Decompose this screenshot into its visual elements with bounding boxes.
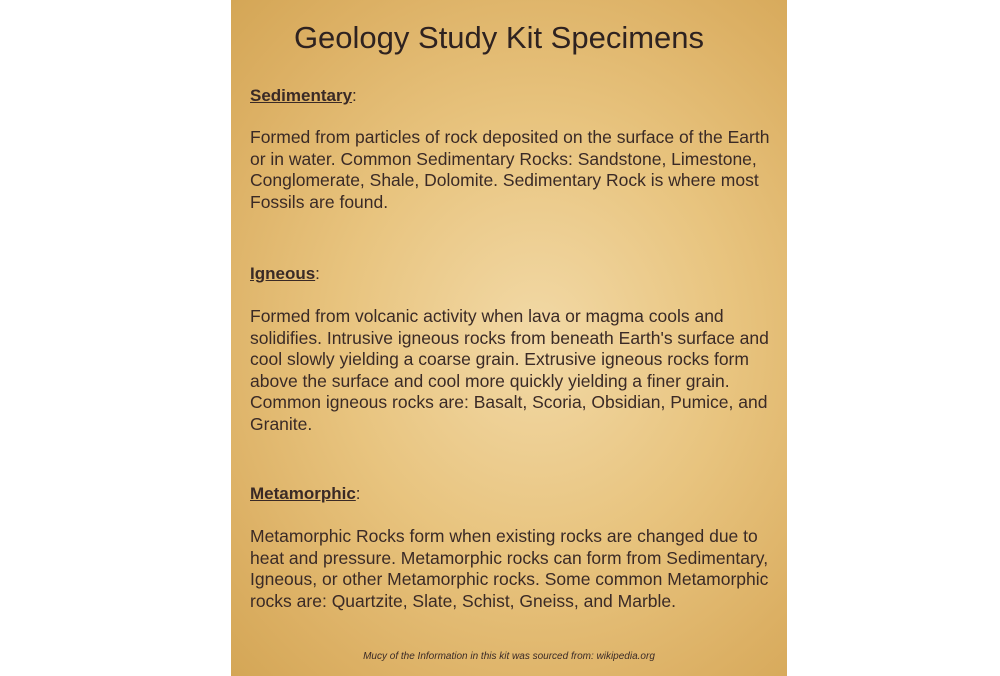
igneous-heading-label: Igneous — [250, 264, 316, 283]
metamorphic-heading-label: Metamorphic — [250, 484, 356, 503]
source-footnote: Mucy of the Information in this kit was sourced from: wikipedia.org — [363, 651, 655, 662]
igneous-description: Formed from volcanic activity when lava or magma cools and solidifies. Intrusive igneous rocks from beneath Earth's surface and cool slowly yielding a coarse grain. Extrusive igneous rocks form above the surface and cool more quickly yielding a finer grain. Common igneous rocks are: Basalt, Scoria, Obsidian, Pumice, and Granite. — [250, 306, 769, 434]
sedimentary-heading-label: Sedimentary — [250, 86, 353, 105]
sedimentary-heading — [250, 86, 357, 106]
igneous-heading-colon: : — [315, 264, 320, 283]
sedimentary-heading-colon: : — [352, 86, 357, 105]
sedimentary-description: Formed from particles of rock deposited on the surface of the Earth or in water. Common Sedimentary Rocks: Sandstone, Limestone, Conglomerate, Shale, Dolomite. Sedimentary Rock is where most Fossils are found. — [250, 127, 770, 212]
metamorphic-heading — [250, 484, 361, 504]
igneous-heading — [250, 264, 320, 284]
specimen-sheet — [231, 0, 787, 676]
metamorphic-description: Metamorphic Rocks form when existing rocks are changed due to heat and pressure. Metamorphic rocks can form from Sedimentary, Igneous, or other Metamorphic rocks. Some common Metamorphic rocks are: Quartzite, Slate, Schist, Gneiss, and Marble. — [250, 526, 769, 611]
page-title: Geology Study Kit Specimens — [293, 20, 705, 55]
metamorphic-heading-colon: : — [355, 484, 361, 503]
